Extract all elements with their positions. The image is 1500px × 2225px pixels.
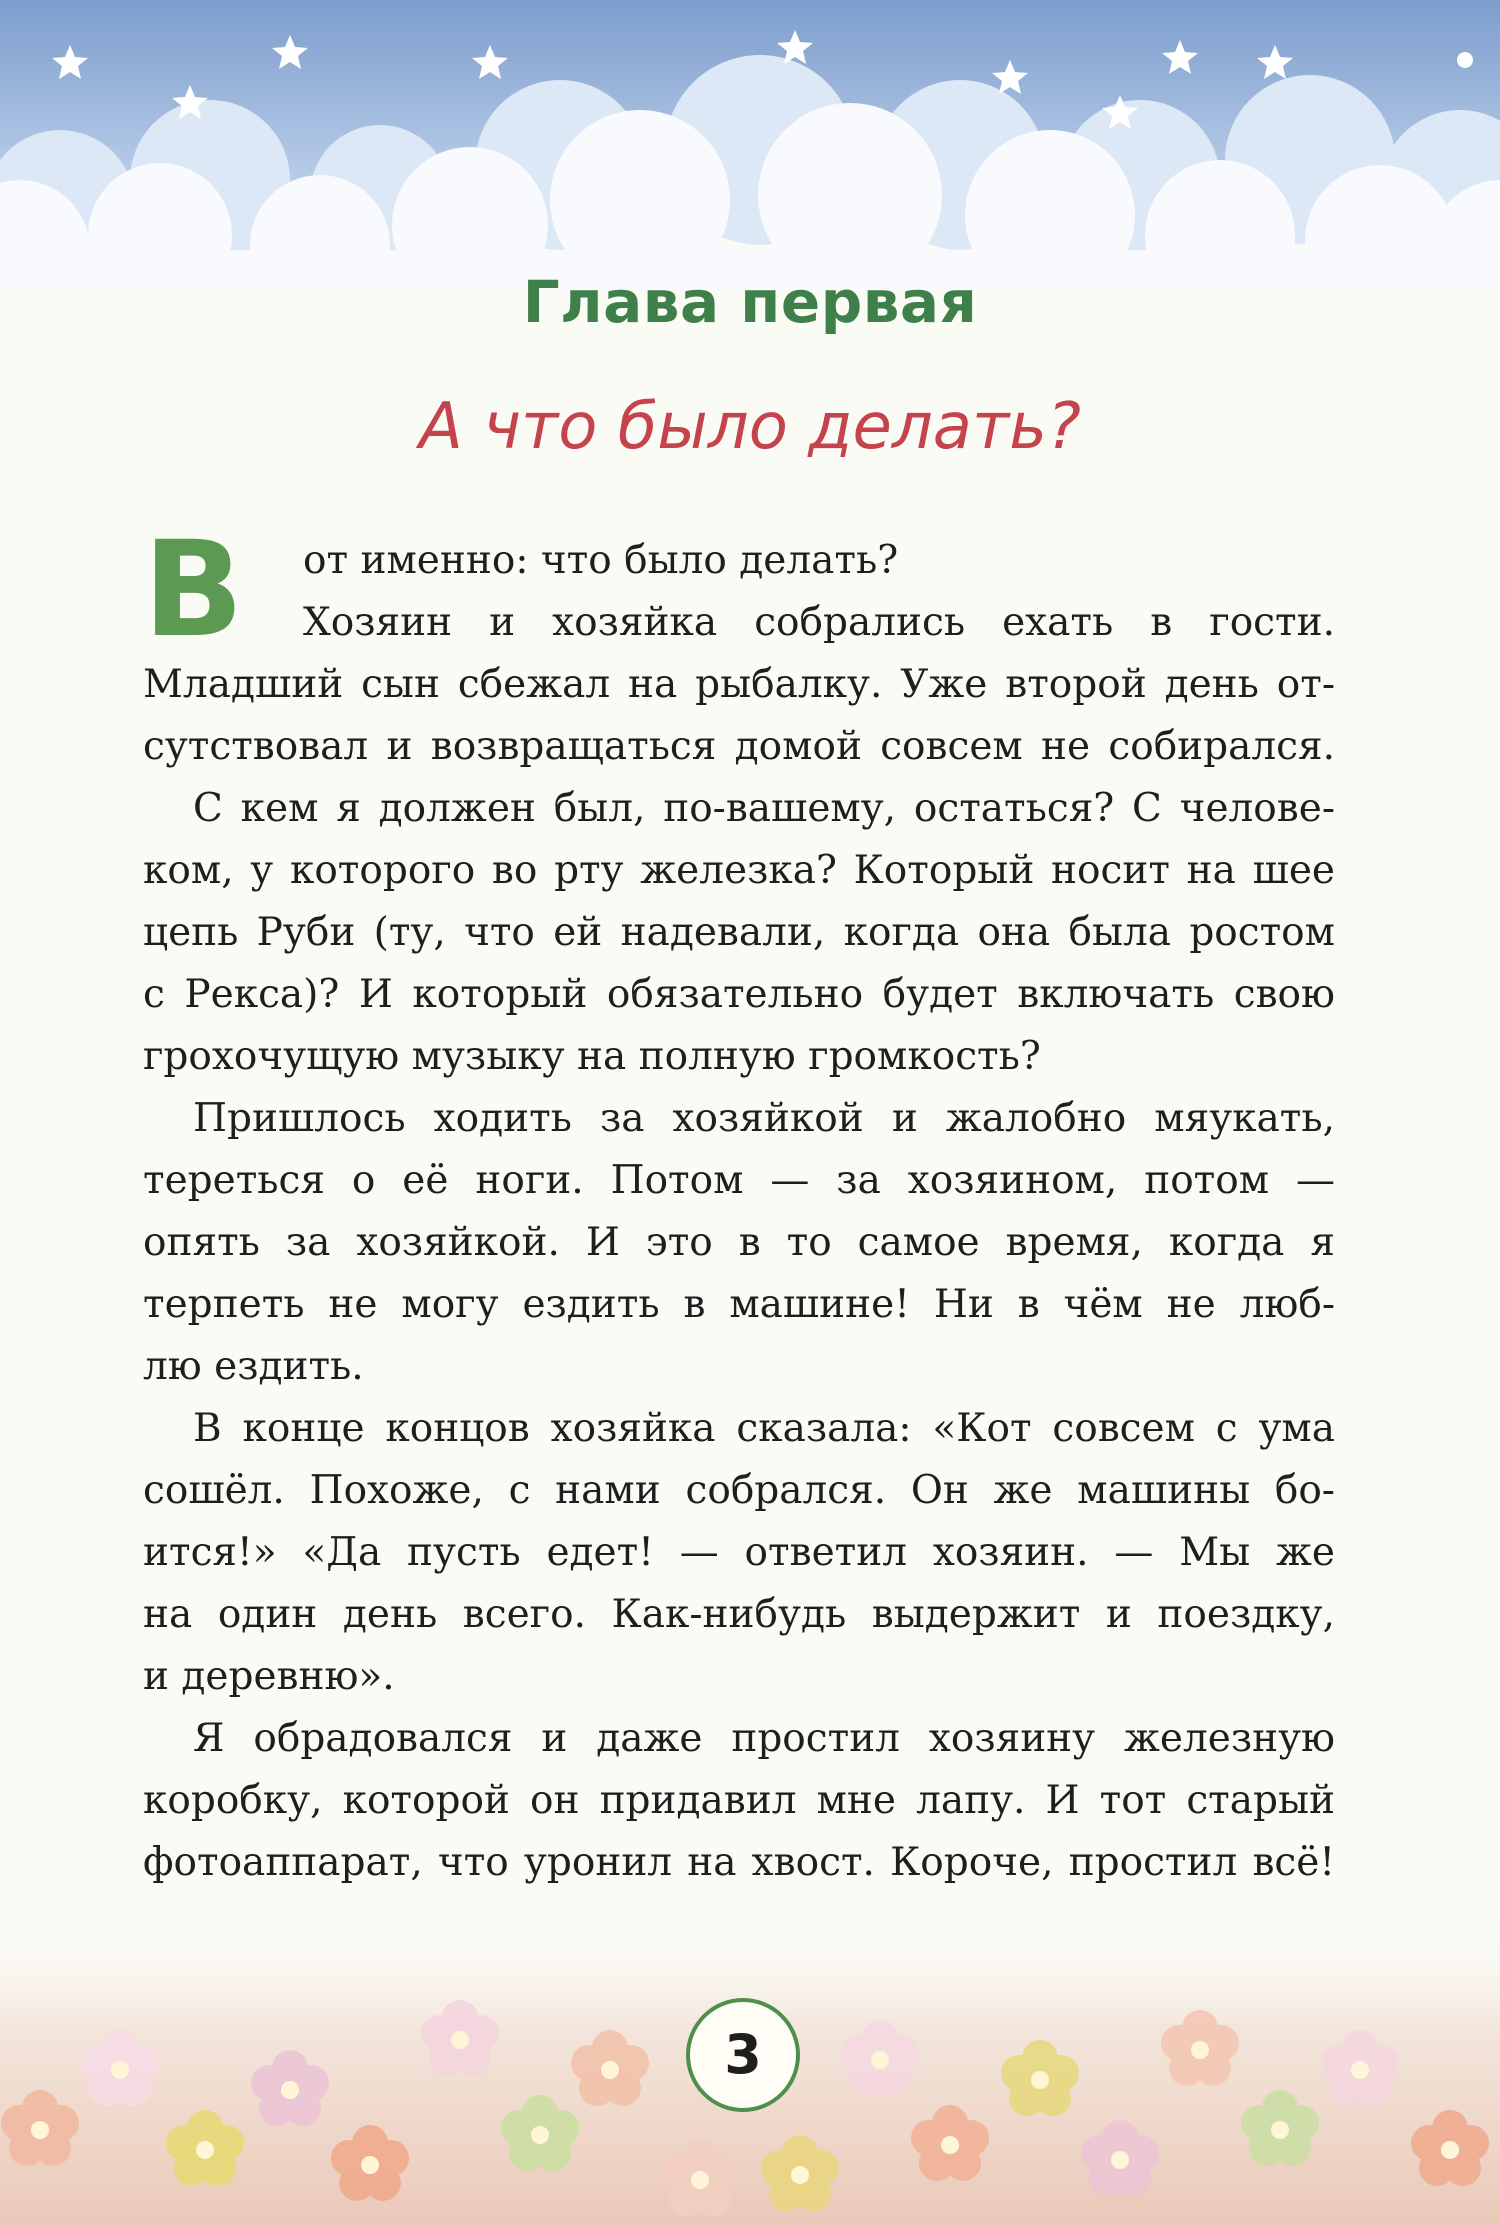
sky-clouds-header xyxy=(0,0,1500,290)
text-line: тереться о её ноги. Потом — за хозяином, потом — xyxy=(143,1158,1335,1203)
text-line: С кем я должен был, по-вашему, остаться? С челове- xyxy=(193,786,1335,831)
text-line: ится!» «Да пусть едет! — ответил хозяин. — Мы же xyxy=(143,1530,1335,1575)
chapter-title: А что было делать? xyxy=(419,390,1081,464)
text-line: на один день всего. Как-нибудь выдержит и поездку, xyxy=(143,1592,1335,1637)
text-line: Хозяин и хозяйка собрались ехать в гости. xyxy=(303,600,1335,645)
text-line: Пришлось ходить за хозяйкой и жалобно мяукать, xyxy=(193,1096,1335,1141)
text-line: цепь Руби (ту, что ей надевали, когда она была ростом xyxy=(143,910,1335,955)
text-line: и деревню». xyxy=(143,1654,395,1699)
text-line: от именно: что было делать? xyxy=(303,538,899,583)
text-line: коробку, которой он придавил мне лапу. И тот старый xyxy=(143,1778,1335,1823)
text-line: Я обрадовался и даже простил хозяину железную xyxy=(193,1716,1335,1761)
text-line: грохочущую музыку на полную громкость? xyxy=(143,1034,1041,1079)
text-line: сутствовал и возвращаться домой совсем не собирался. xyxy=(143,724,1335,769)
text-line: опять за хозяйкой. И это в то самое время, когда я xyxy=(143,1220,1335,1265)
drop-cap: В xyxy=(143,513,244,667)
text-line: с Рекса)? И который обязательно будет включать свою xyxy=(143,972,1335,1017)
text-line: фотоаппарат, что уронил на хвост. Короче, простил всё! xyxy=(143,1840,1335,1885)
text-line: терпеть не могу ездить в машине! Ни в чём не люб- xyxy=(143,1282,1335,1327)
text-line: Младший сын сбежал на рыбалку. Уже второй день от- xyxy=(143,662,1335,707)
text-line: лю ездить. xyxy=(143,1344,364,1389)
text-line: В конце концов хозяйка сказала: «Кот совсем с ума xyxy=(193,1406,1335,1451)
chapter-label: Глава первая xyxy=(522,268,978,336)
text-line: ком, у которого во рту железка? Который носит на шее xyxy=(143,848,1335,893)
text-line: сошёл. Похоже, с нами собрался. Он же машины бо- xyxy=(143,1468,1335,1513)
page-number: 3 xyxy=(686,1998,800,2112)
